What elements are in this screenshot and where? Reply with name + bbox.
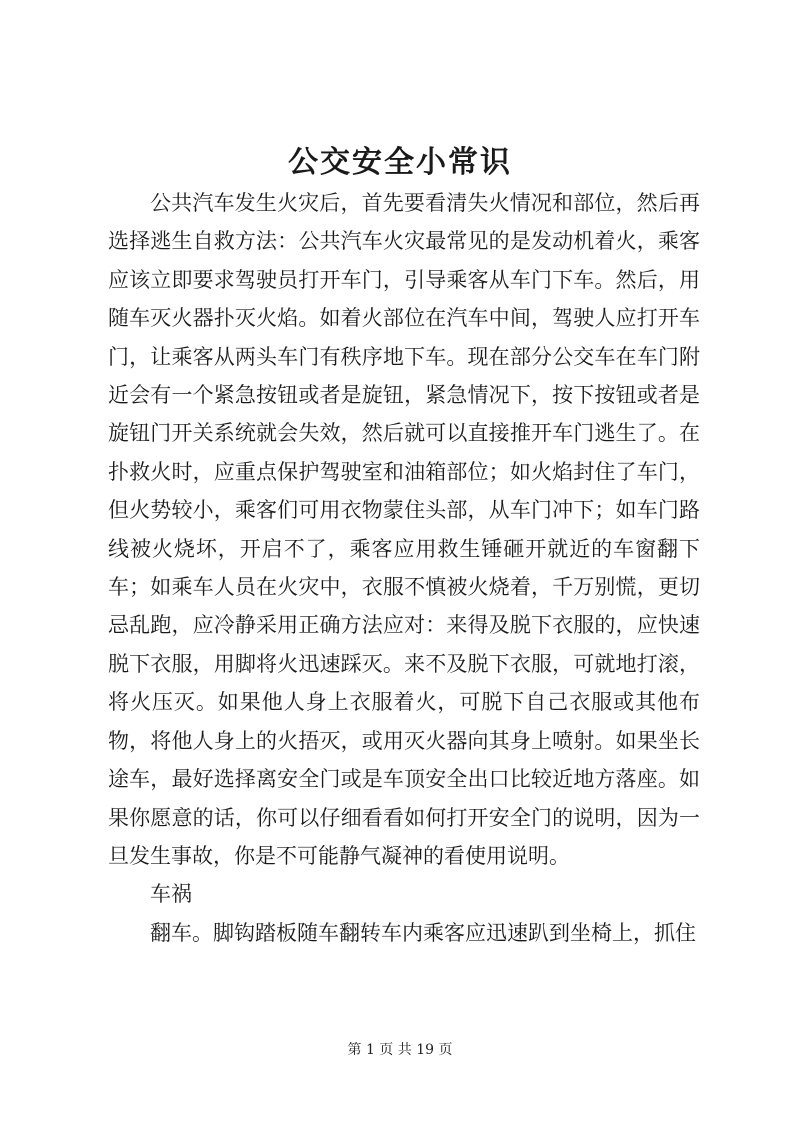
page-number-footer: 第 1 页 共 19 页 (347, 1042, 453, 1058)
section-heading-accident: 车祸 (150, 882, 192, 907)
document-title: 公交安全小常识 (288, 145, 512, 180)
body-paragraph-rollover: 翻车。脚钩踏板随车翻转车内乘客应迅速趴到坐椅上，抓住 (150, 920, 696, 945)
body-paragraph-fire: 公共汽车发生火灾后，首先要看清失火情况和部位，然后再选择逃生自救方法：公共汽车火灾最常见的是发动机着火，乘客应该立即要求驾驶员打开车门，引导乘客从车门下车。然后，用随车灭火器扑灭火焰。如着火部位在汽车中间，驾驶人应打开车门，让乘客从两头车门有秩序地下车。现在部分公交车在车门附近会有一个紧急按钮或者是旋钮，紧急情况下，按下按钮或者是旋钮门开关系统就会失效，然后就可以直接推开车门逃生了。在扑救火时，应重点保护驾驶室和油箱部位；如火焰封住了车门，但火势较小，乘客们可用衣物蒙住头部，从车门冲下；如车门路线被火烧坏，开启不了，乘客应用救生锤砸开就近的车窗翻下车；如乘车人员在火灾中，衣服不慎被火烧着，千万别慌，更切忌乱跑，应冷静采用正确方法应对：来得及脱下衣服的，应快速脱下衣服，用脚将火迅速踩灭。来不及脱下衣服，可就地打滚，将火压灭。如果他人身上衣服着火，可脱下自己衣服或其他布物，将他人身上的火捂灭，或用灭火器向其身上喷射。如果坐长途车，最好选择离安全门或是车顶安全出口比较近地方落座。如果你愿意的话，你可以仔细看看如何打开安全门的说明，因为一旦发生事故，你是不可能静气凝神的看使用说明。 (108, 191, 700, 868)
document-body (108, 184, 700, 952)
